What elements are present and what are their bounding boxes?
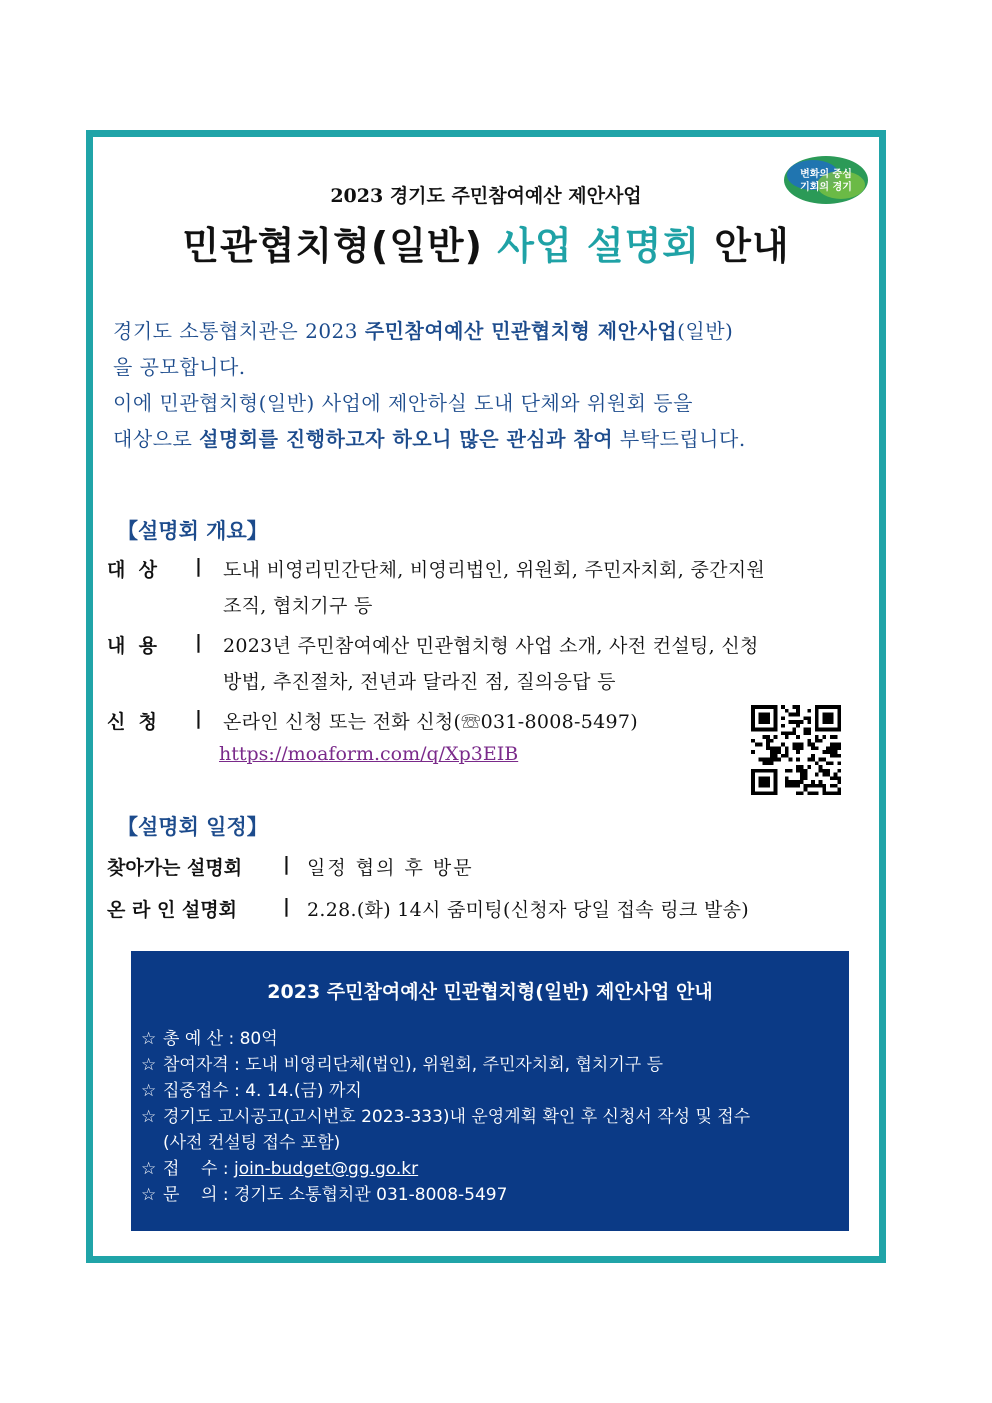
item-text: 참여자격 : 도내 비영리단체(법인), 위원회, 주민자치회, 협치기구 등: [163, 1055, 664, 1075]
list-item: [141, 1078, 750, 1104]
title-part2: 사업 설명회: [497, 224, 701, 268]
intro-l3: 이에 민관협치형(일반) 사업에 제안하실 도내 단체와 위원회 등을: [113, 391, 693, 415]
row-label: 찾아가는 설명회: [107, 857, 243, 879]
title-part3: 안내: [700, 224, 790, 268]
item-text: 총 예 산 : 80억: [163, 1029, 278, 1049]
intro-l4a: 대상으로: [113, 427, 200, 451]
star-icon: ☆: [141, 1029, 157, 1049]
intro-l4c: 부탁드립니다.: [613, 427, 746, 451]
row-divider: |: [195, 631, 202, 653]
row-value-line1: 온라인 신청 또는 전화 신청(☏031-8008-5497): [223, 711, 638, 733]
apply-form-link[interactable]: https://moaform.com/q/Xp3EIB: [219, 743, 519, 765]
row-label: 내 용: [107, 635, 157, 657]
row-label: 온 라 인 설명회: [107, 899, 237, 921]
overview-heading: 【설명회 개요】: [117, 519, 268, 543]
list-item: [141, 1052, 750, 1078]
star-icon: ☆: [141, 1081, 157, 1101]
row-value: 2.28.(화) 14시 줌미팅(신청자 당일 접속 링크 발송): [307, 899, 749, 921]
info-box: [131, 951, 849, 1231]
list-item-continuation: (사전 컨설팅 접수 포함): [163, 1133, 341, 1153]
star-icon: ☆: [141, 1107, 157, 1127]
info-box-list: [141, 1026, 750, 1208]
star-icon: ☆: [141, 1159, 157, 1179]
list-item: [141, 1182, 750, 1208]
qr-code-icon: [748, 705, 844, 795]
list-item: [141, 1026, 750, 1052]
list-item: [141, 1104, 750, 1130]
row-value-line1: 도내 비영리민간단체, 비영리법인, 위원회, 주민자치회, 중간지원: [223, 559, 766, 581]
star-icon: ☆: [141, 1185, 157, 1205]
schedule-heading: 【설명회 일정】: [117, 815, 268, 839]
page-title: [93, 215, 879, 270]
logo-line2: 기회의 경기: [800, 182, 852, 193]
row-value-line2: 방법, 추진절차, 전년과 달라진 점, 질의응답 등: [223, 671, 616, 693]
poster-frame: [86, 130, 886, 1263]
intro-l1a: 경기도 소통협치관은 2023: [113, 319, 365, 343]
item-text: 집중접수 : 4. 14.(금) 까지: [163, 1081, 362, 1101]
row-divider: |: [283, 853, 290, 875]
row-value-line2: 조직, 협치기구 등: [223, 595, 373, 617]
row-label: 신 청: [107, 711, 157, 733]
row-divider: |: [283, 895, 290, 917]
intro-l2: 을 공모합니다.: [113, 355, 246, 379]
list-item: [141, 1156, 750, 1182]
intro-paragraph: [113, 313, 858, 457]
intro-l1b: 주민참여예산 민관협치형 제안사업: [364, 319, 678, 343]
item-text: 경기도 고시공고(고시번호 2023-333)내 운영계획 확인 후 신청서 작성 및 접수: [163, 1107, 751, 1127]
email-link[interactable]: join-budget@gg.go.kr: [234, 1159, 419, 1179]
row-value: 일정 협의 후 방문: [307, 857, 474, 879]
page-subtitle: 2023 경기도 주민참여예산 제안사업: [330, 185, 642, 207]
star-icon: ☆: [141, 1055, 157, 1075]
intro-l1c: (일반): [677, 319, 734, 343]
row-divider: |: [195, 707, 202, 729]
row-value-line1: 2023년 주민참여예산 민관협치형 사업 소개, 사전 컨설팅, 신청: [223, 635, 759, 657]
title-part1: 민관협치형(일반): [182, 224, 498, 268]
row-divider: |: [195, 555, 202, 577]
info-box-title: 2023 주민참여예산 민관협치형(일반) 제안사업 안내: [267, 981, 713, 1003]
logo-line1: 변화의 중심: [800, 169, 852, 180]
item-text: 문 의 : 경기도 소통협치관 031-8008-5497: [163, 1185, 508, 1205]
item-text: 접 수 :: [163, 1159, 234, 1179]
row-label: 대 상: [107, 559, 157, 581]
intro-l4b: 설명회를 진행하고자 하오니 많은 관심과 참여: [199, 427, 614, 451]
